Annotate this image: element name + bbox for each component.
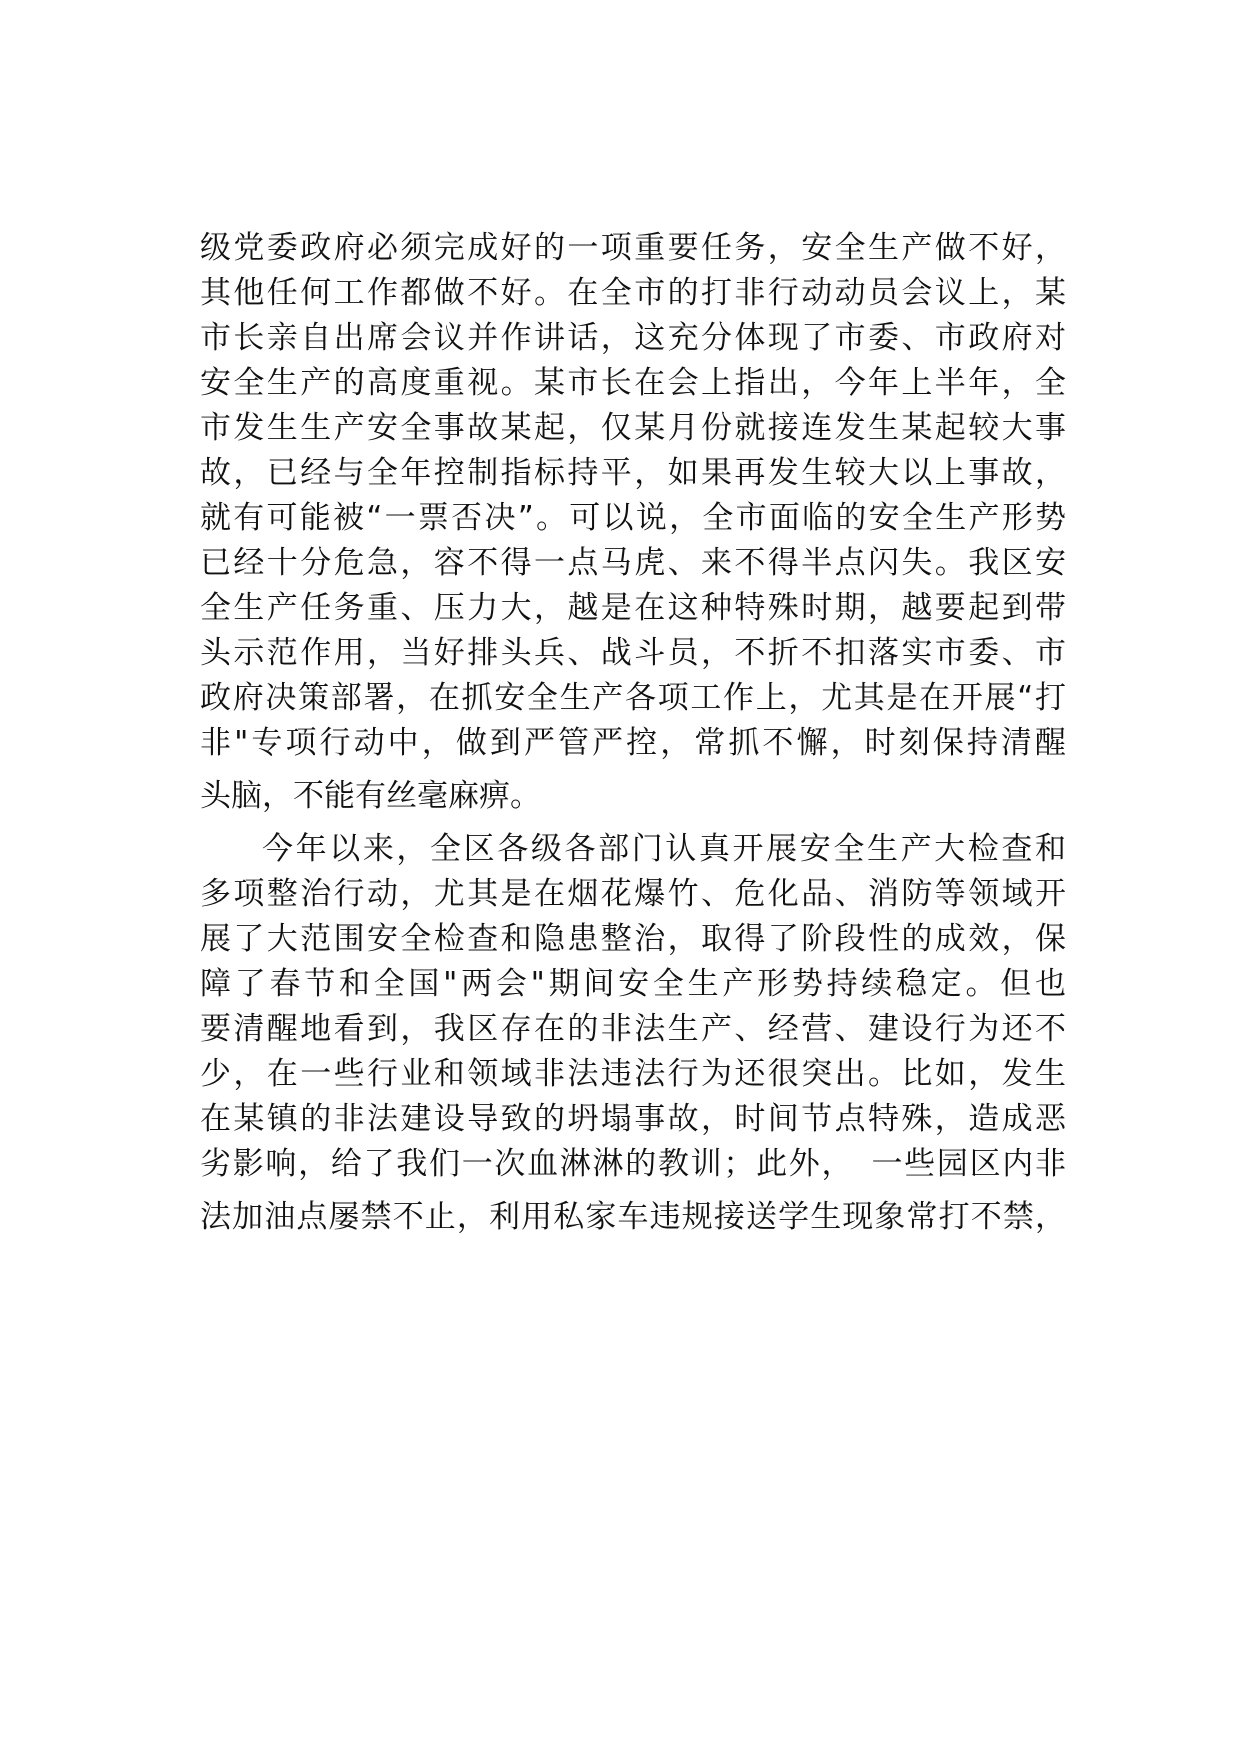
text-line: 故，已经与全年控制指标持平，如果再发生较大以上事故， <box>200 455 1066 491</box>
text-line: 今年以来，全区各级各部门认真开展安全生产大检查和 <box>262 831 1066 867</box>
paragraph-2 <box>200 827 1066 1240</box>
text-line: 政府决策部署，在抓安全生产各项工作上，尤其是在开展“打 <box>200 680 1066 716</box>
text-line: 就有可能被“一票否决”。可以说，全市面临的安全生产形势 <box>200 500 1066 536</box>
text-line: 市发生生产安全事故某起，仅某月份就接连发生某起较大事 <box>200 410 1066 446</box>
text-line: 全生产任务重、压力大，越是在这种特殊时期，越要起到带 <box>200 590 1066 626</box>
text-line: 已经十分危急，容不得一点马虎、来不得半点闪失。我区安 <box>200 545 1066 581</box>
text-line: 市长亲自出席会议并作讲话，这充分体现了市委、市政府对 <box>200 320 1066 356</box>
paragraph-1 <box>200 226 1066 819</box>
text-line: 在某镇的非法建设导致的坍塌事故，时间节点特殊，造成恶 <box>200 1101 1066 1137</box>
text-line: 头脑，不能有丝毫麻痹。 <box>200 778 541 814</box>
text-line: 安全生产的高度重视。某市长在会上指出，今年上半年，全 <box>200 365 1066 401</box>
text-line: 展了大范围安全检查和隐患整治，取得了阶段性的成效，保 <box>200 921 1066 957</box>
text-line: 障了春节和全国"两会"期间安全生产形势持续稳定。但也 <box>200 966 1066 1002</box>
text-line: 多项整治行动，尤其是在烟花爆竹、危化品、消防等领域开 <box>200 876 1066 912</box>
text-line: 头示范作用，当好排头兵、战斗员，不折不扣落实市委、市 <box>200 635 1066 671</box>
text-line: 法加油点屡禁不止，利用私家车违规接送学生现象常打不禁， <box>200 1199 1066 1235</box>
text-line: 其他任何工作都做不好。在全市的打非行动动员会议上，某 <box>200 275 1066 311</box>
text-line: 要清醒地看到，我区存在的非法生产、经营、建设行为还不 <box>200 1011 1066 1047</box>
text-line: 少，在一些行业和领域非法违法行为还很突出。比如，发生 <box>200 1056 1066 1092</box>
text-line: 级党委政府必须完成好的一项重要任务，安全生产做不好， <box>200 230 1066 266</box>
text-line: 劣影响，给了我们一次血淋淋的教训；此外， 一些园区内非 <box>200 1146 1066 1182</box>
text-line: 非"专项行动中，做到严管严控，常抓不懈，时刻保持清醒 <box>200 725 1066 761</box>
document-body <box>200 226 1066 1240</box>
